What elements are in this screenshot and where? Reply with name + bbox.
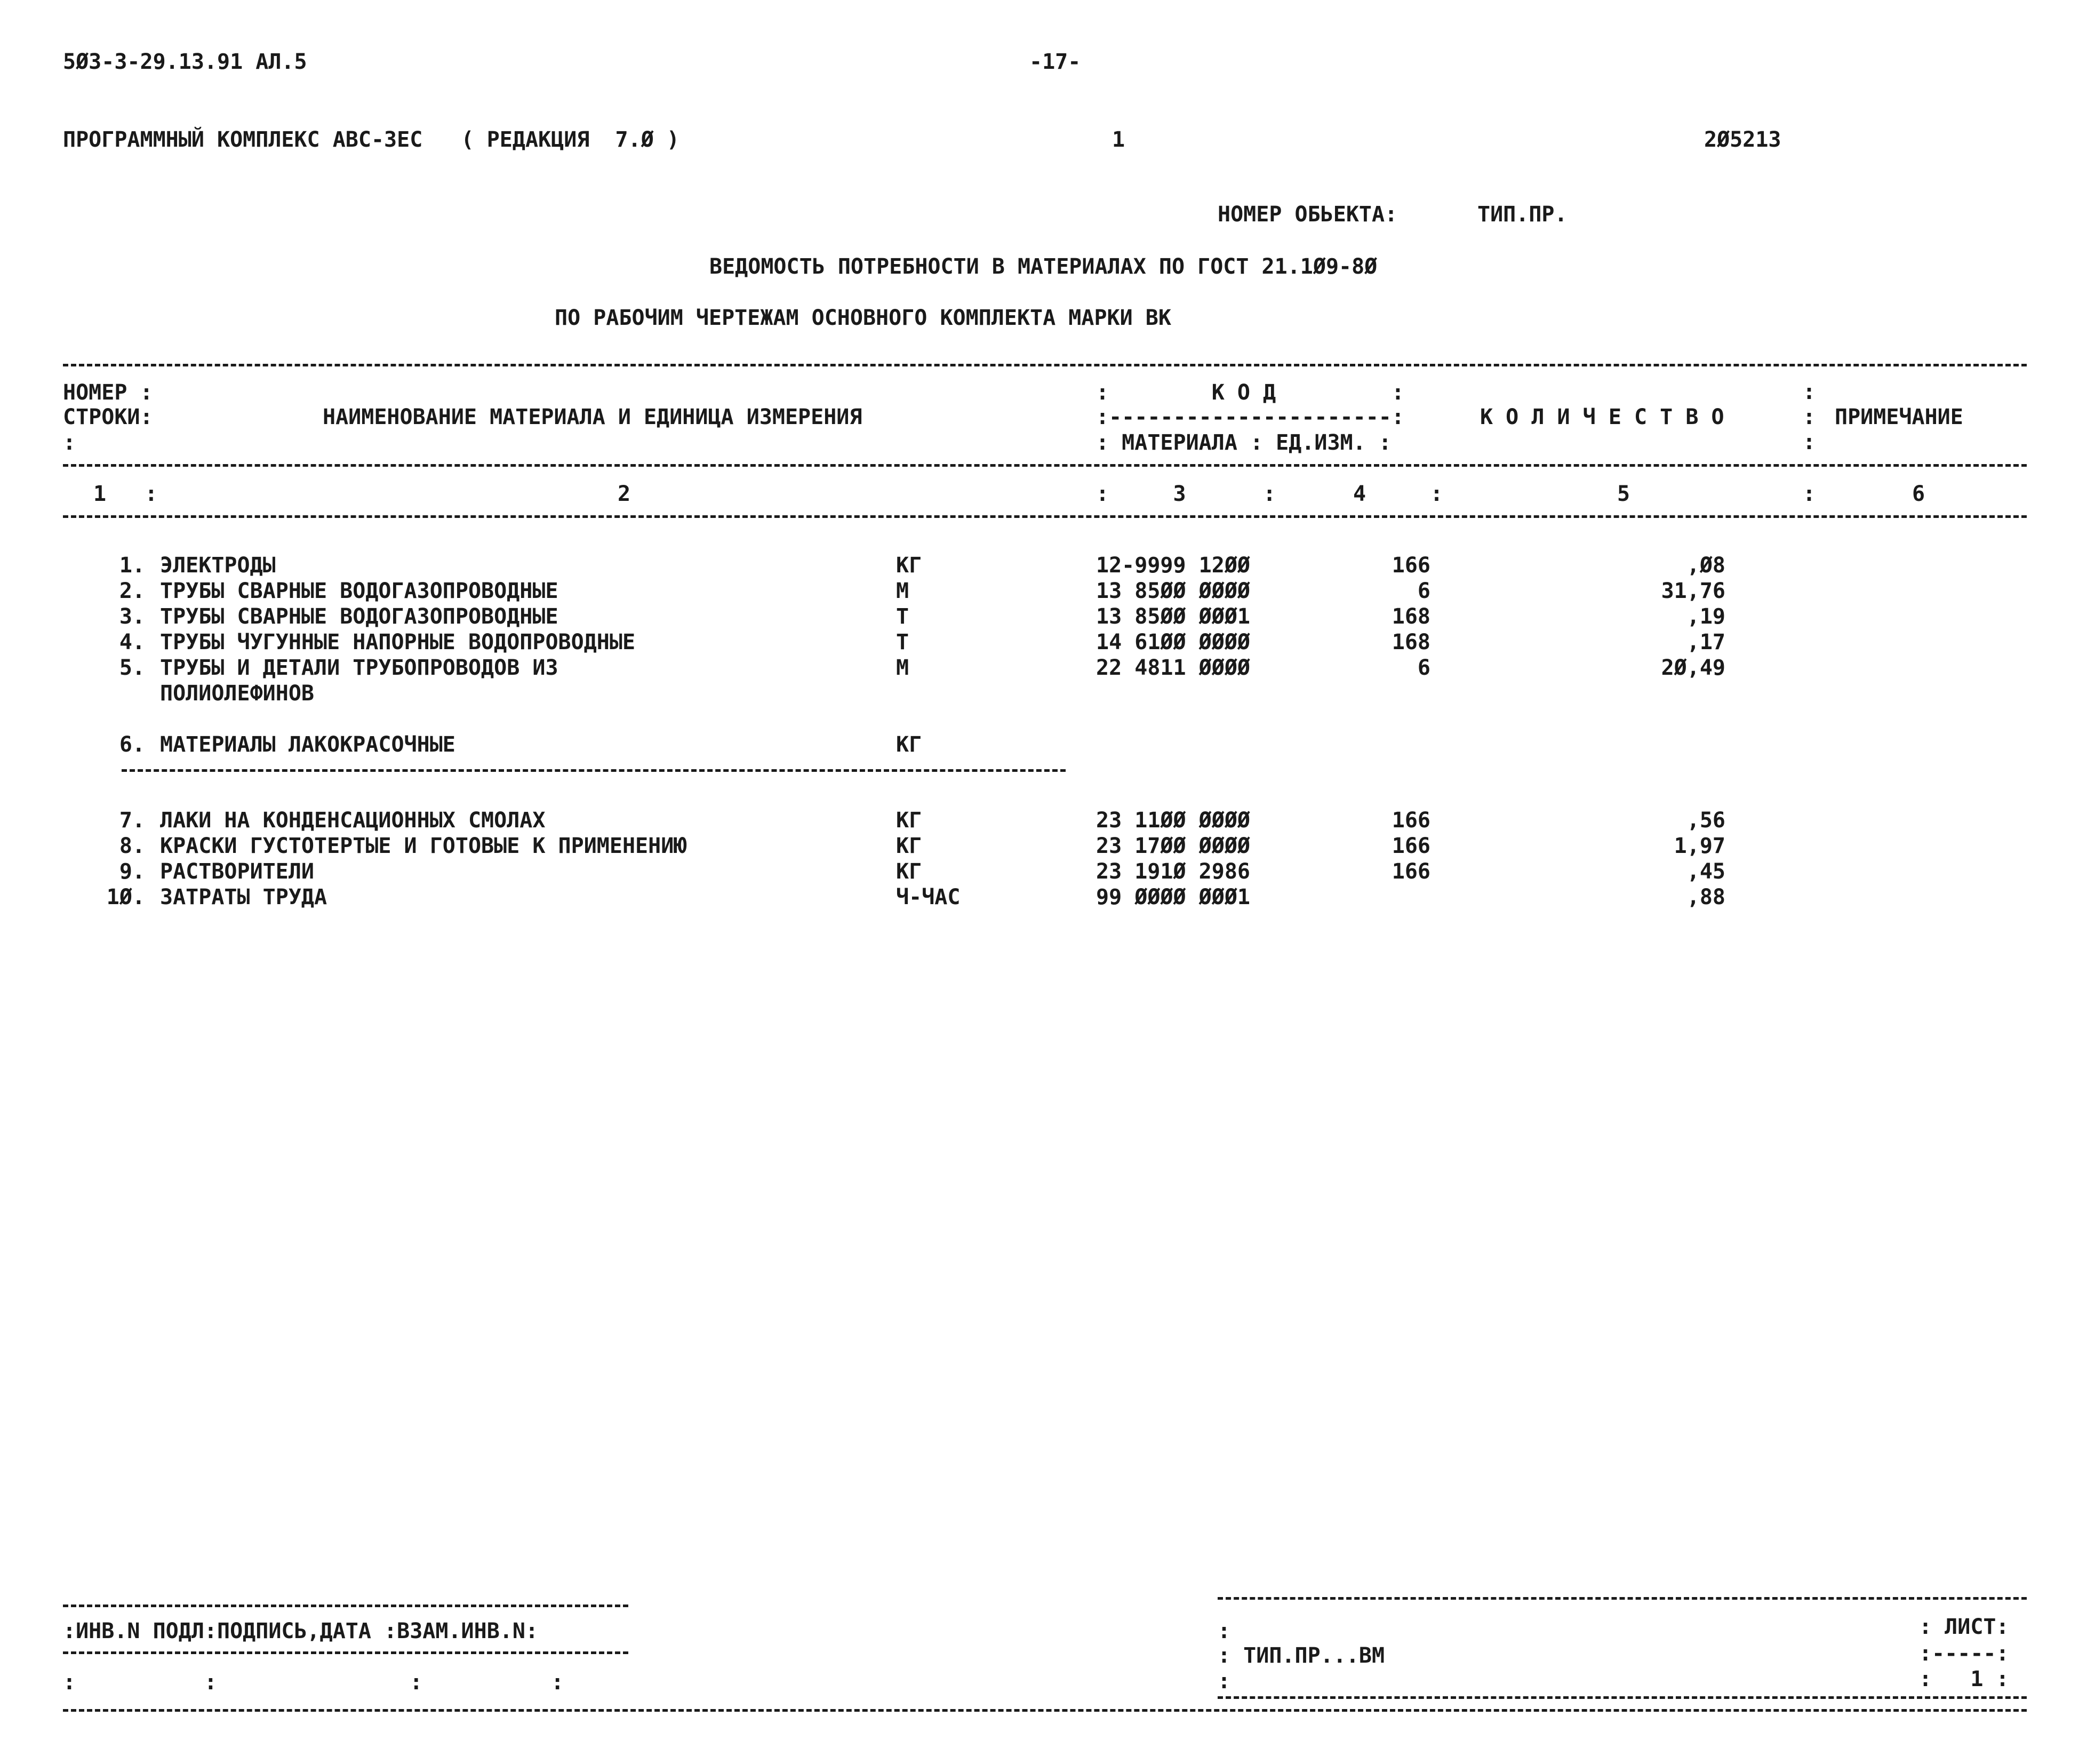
colnum-4: 4 :: [1353, 482, 1443, 506]
stamp-left-mid-rule: [63, 1651, 628, 1654]
row-material-name: МАТЕРИАЛЫ ЛАКОКРАСОЧНЫЕ: [160, 732, 455, 757]
row-number: 3.: [119, 604, 145, 629]
stamp-sheet-value: : 1 :: [1919, 1667, 2009, 1691]
row-material-name: РАСТВОРИТЕЛИ: [160, 859, 314, 884]
row-number: 6.: [119, 732, 145, 757]
row-quantity: ,56: [1686, 808, 1725, 833]
head-code-divider: :----------------------:: [1096, 405, 1404, 429]
row-number: 9.: [119, 859, 145, 884]
row-material-name: ТРУБЫ СВАРНЫЕ ВОДОГАЗОПРОВОДНЫЕ: [160, 604, 558, 629]
row-material-code: 23 191Ø 2986: [1096, 859, 1250, 884]
row-unit-code: 168: [1392, 604, 1430, 629]
page-number: -17-: [1029, 50, 1081, 74]
row-material-code: 14 61ØØ ØØØØ: [1096, 630, 1250, 654]
colnum-2: 2: [618, 482, 631, 506]
row-quantity: 1,97: [1674, 834, 1725, 858]
row-number: 4.: [119, 630, 145, 654]
colnum-5: 5: [1617, 482, 1630, 506]
document-title: ВЕДОМОСТЬ ПОТРЕБНОСТИ В МАТЕРИАЛАХ ПО ГОСТ 21.1Ø9-8Ø: [709, 254, 1378, 279]
stamp-mid-colon-top: :: [1218, 1619, 1231, 1643]
head-bottom-rule: [63, 464, 2027, 467]
row-quantity: ,Ø8: [1686, 553, 1725, 578]
row-material-code: 12-9999 12ØØ: [1096, 553, 1250, 578]
row-unit-code: 6: [1417, 656, 1430, 680]
row-quantity: ,19: [1686, 604, 1725, 629]
doc-code: 5Ø3-3-29.13.91 АЛ.5: [63, 50, 307, 74]
stamp-left-top-rule: [63, 1605, 628, 1607]
stamp-left-header: :ИНВ.N ПОДЛ:ПОДПИСЬ,ДАТА :ВЗАМ.ИНВ.N:: [63, 1619, 539, 1643]
program-name: ПРОГРАММНЫЙ КОМПЛЕКС АВС-3ЕС ( РЕДАКЦИЯ 7.Ø ): [63, 127, 679, 152]
row-unit: Т: [896, 604, 909, 629]
table-top-rule: [63, 364, 2027, 366]
stamp-left-cells: : : : :: [63, 1670, 564, 1695]
head-quantity: К О Л И Ч Е С Т В О: [1480, 405, 1724, 429]
row-material-code: 13 85ØØ ØØØØ: [1096, 579, 1250, 603]
row-unit-code: 166: [1392, 553, 1430, 578]
row-material-code: 23 11ØØ ØØØØ: [1096, 808, 1250, 833]
row-quantity: ,17: [1686, 630, 1725, 654]
sheet-index: 1: [1112, 127, 1125, 152]
row-unit-code: 166: [1392, 859, 1430, 884]
row-unit: КГ: [896, 808, 922, 833]
row-material-name: ЛАКИ НА КОНДЕНСАЦИОННЫХ СМОЛАХ: [160, 808, 546, 833]
stamp-right-top-rule: [1218, 1597, 2027, 1600]
row-quantity: ,45: [1686, 859, 1725, 884]
row-material-name: ТРУБЫ СВАРНЫЕ ВОДОГАЗОПРОВОДНЫЕ: [160, 579, 558, 603]
row-unit: Т: [896, 630, 909, 654]
group-divider: [122, 769, 1066, 772]
object-value: ТИП.ПР.: [1477, 202, 1568, 227]
row-number: 2.: [119, 579, 145, 603]
code-right: 2Ø5213: [1704, 127, 1781, 152]
row-unit: КГ: [896, 553, 922, 578]
head-row-no-3: :: [63, 430, 76, 455]
row-material-code: 99 ØØØØ ØØØ1: [1096, 885, 1250, 909]
row-unit: Ч-ЧАС: [896, 885, 961, 909]
row-unit: М: [896, 579, 909, 603]
head-material-name: НАИМЕНОВАНИЕ МАТЕРИАЛА И ЕДИНИЦА ИЗМЕРЕНИЯ: [323, 405, 862, 429]
head-row-no-2: СТРОКИ:: [63, 405, 153, 429]
row-material-name: КРАСКИ ГУСТОТЕРТЫЕ И ГОТОВЫЕ К ПРИМЕНЕНИЮ: [160, 834, 687, 858]
row-material-code: 22 4811 ØØØØ: [1096, 656, 1250, 680]
row-quantity: 31,76: [1661, 579, 1725, 603]
stamp-right-bottom-rule: [1218, 1696, 2027, 1699]
head-code-top: : К О Д :: [1096, 380, 1404, 405]
object-label: НОМЕР ОБЬЕКТА:: [1218, 202, 1398, 227]
head-note: ПРИМЕЧАНИЕ: [1835, 405, 1963, 429]
stamp-object-code: : ТИП.ПР...ВМ: [1218, 1643, 1385, 1668]
row-unit-code: 168: [1392, 630, 1430, 654]
row-number: 7.: [119, 808, 145, 833]
row-unit-code: 6: [1417, 579, 1430, 603]
row-number: 5.: [119, 656, 145, 680]
row-unit: КГ: [896, 834, 922, 858]
colnum-3: : 3 :: [1096, 482, 1276, 506]
row-material-name: ЭЛЕКТРОДЫ: [160, 553, 276, 578]
row-unit-code: 166: [1392, 834, 1430, 858]
row-material-name: ЗАТРАТЫ ТРУДА: [160, 885, 327, 909]
stamp-mid-colon-bot: :: [1218, 1669, 1231, 1694]
row-material-name: ТРУБЫ ЧУГУННЫЕ НАПОРНЫЕ ВОДОПРОВОДНЫЕ: [160, 630, 636, 654]
document-subtitle: ПО РАБОЧИМ ЧЕРТЕЖАМ ОСНОВНОГО КОМПЛЕКТА МАРКИ ВК: [555, 306, 1171, 330]
row-number: 1.: [119, 553, 145, 578]
head-note-colons: : : :: [1803, 380, 1816, 454]
stamp-bottom-rule: [63, 1709, 2027, 1712]
head-row-no-1: НОМЕР :: [63, 380, 153, 405]
row-unit-code: 166: [1392, 808, 1430, 833]
row-unit: КГ: [896, 859, 922, 884]
row-quantity: 2Ø,49: [1661, 656, 1725, 680]
colnum-6-colon: :: [1803, 482, 1816, 506]
row-unit: КГ: [896, 732, 922, 757]
row-material-code: 13 85ØØ ØØØ1: [1096, 604, 1250, 629]
row-material-name: ТРУБЫ И ДЕТАЛИ ТРУБОПРОВОДОВ ИЗ: [160, 656, 558, 680]
colnum-bottom-rule: [63, 515, 2027, 518]
row-material-code: 23 17ØØ ØØØØ: [1096, 834, 1250, 858]
row-unit: М: [896, 656, 909, 680]
stamp-sheet-label: : ЛИСТ:: [1919, 1615, 2009, 1639]
row-quantity: ,88: [1686, 885, 1725, 909]
row-number: 1Ø.: [106, 885, 145, 909]
row-material-name: ПОЛИОЛЕФИНОВ: [160, 681, 314, 706]
colnum-1: 1 :: [93, 482, 158, 506]
row-number: 8.: [119, 834, 145, 858]
colnum-6: 6: [1912, 482, 1925, 506]
stamp-sheet-sep: :-----:: [1919, 1641, 2009, 1666]
head-code-columns: : МАТЕРИАЛА : ЕД.ИЗМ. :: [1096, 430, 1392, 455]
